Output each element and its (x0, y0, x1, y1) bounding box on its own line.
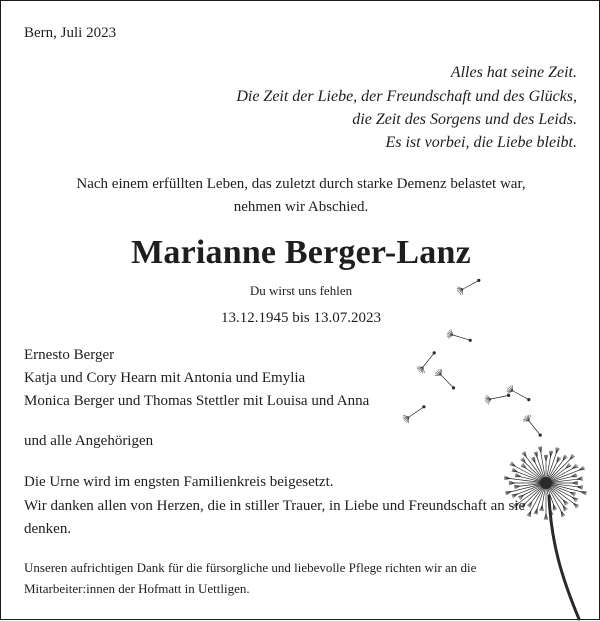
life-dates: 13.12.1945 bis 13.07.2023 (1, 310, 600, 327)
intro-line: nehmen wir Abschied. (1, 199, 600, 216)
mourner-line: Katja und Cory Hearn mit Antonia und Emylia (24, 370, 305, 387)
intro-line: Nach einem erfüllten Leben, das zuletzt durch starke Demenz belastet war, (1, 176, 600, 193)
verse-line: die Zeit des Sorgens und des Leids. (352, 111, 577, 129)
verse-line: Es ist vorbei, die Liebe bleibt. (385, 134, 577, 152)
announcement-line: Die Urne wird im engsten Familienkreis beigesetzt. (24, 474, 334, 491)
dandelion-icon (401, 271, 600, 621)
relatives-line: und alle Angehörigen (24, 433, 153, 450)
verse-line: Alles hat seine Zeit. (451, 64, 577, 82)
mourner-line: Ernesto Berger (24, 347, 114, 364)
announcement-line: Wir danken allen von Herzen, die in stiller Trauer, in Liebe und Freundschaft an sie (24, 498, 525, 515)
announcement-line: denken. (24, 521, 71, 538)
subtitle: Du wirst uns fehlen (1, 283, 600, 299)
verse-line: Die Zeit der Liebe, der Freundschaft und des Glücks, (236, 88, 577, 106)
mourner-line: Monica Berger und Thomas Stettler mit Louisa und Anna (24, 393, 369, 410)
thanks-line: Unseren aufrichtigen Dank für die fürsorgliche und liebevolle Pflege richten wir an die (24, 560, 476, 576)
deceased-name: Marianne Berger-Lanz (1, 234, 600, 272)
thanks-line: Mitarbeiter:innen der Hofmatt in Uettligen. (24, 581, 250, 597)
place-date: Bern, Juli 2023 (24, 25, 116, 42)
